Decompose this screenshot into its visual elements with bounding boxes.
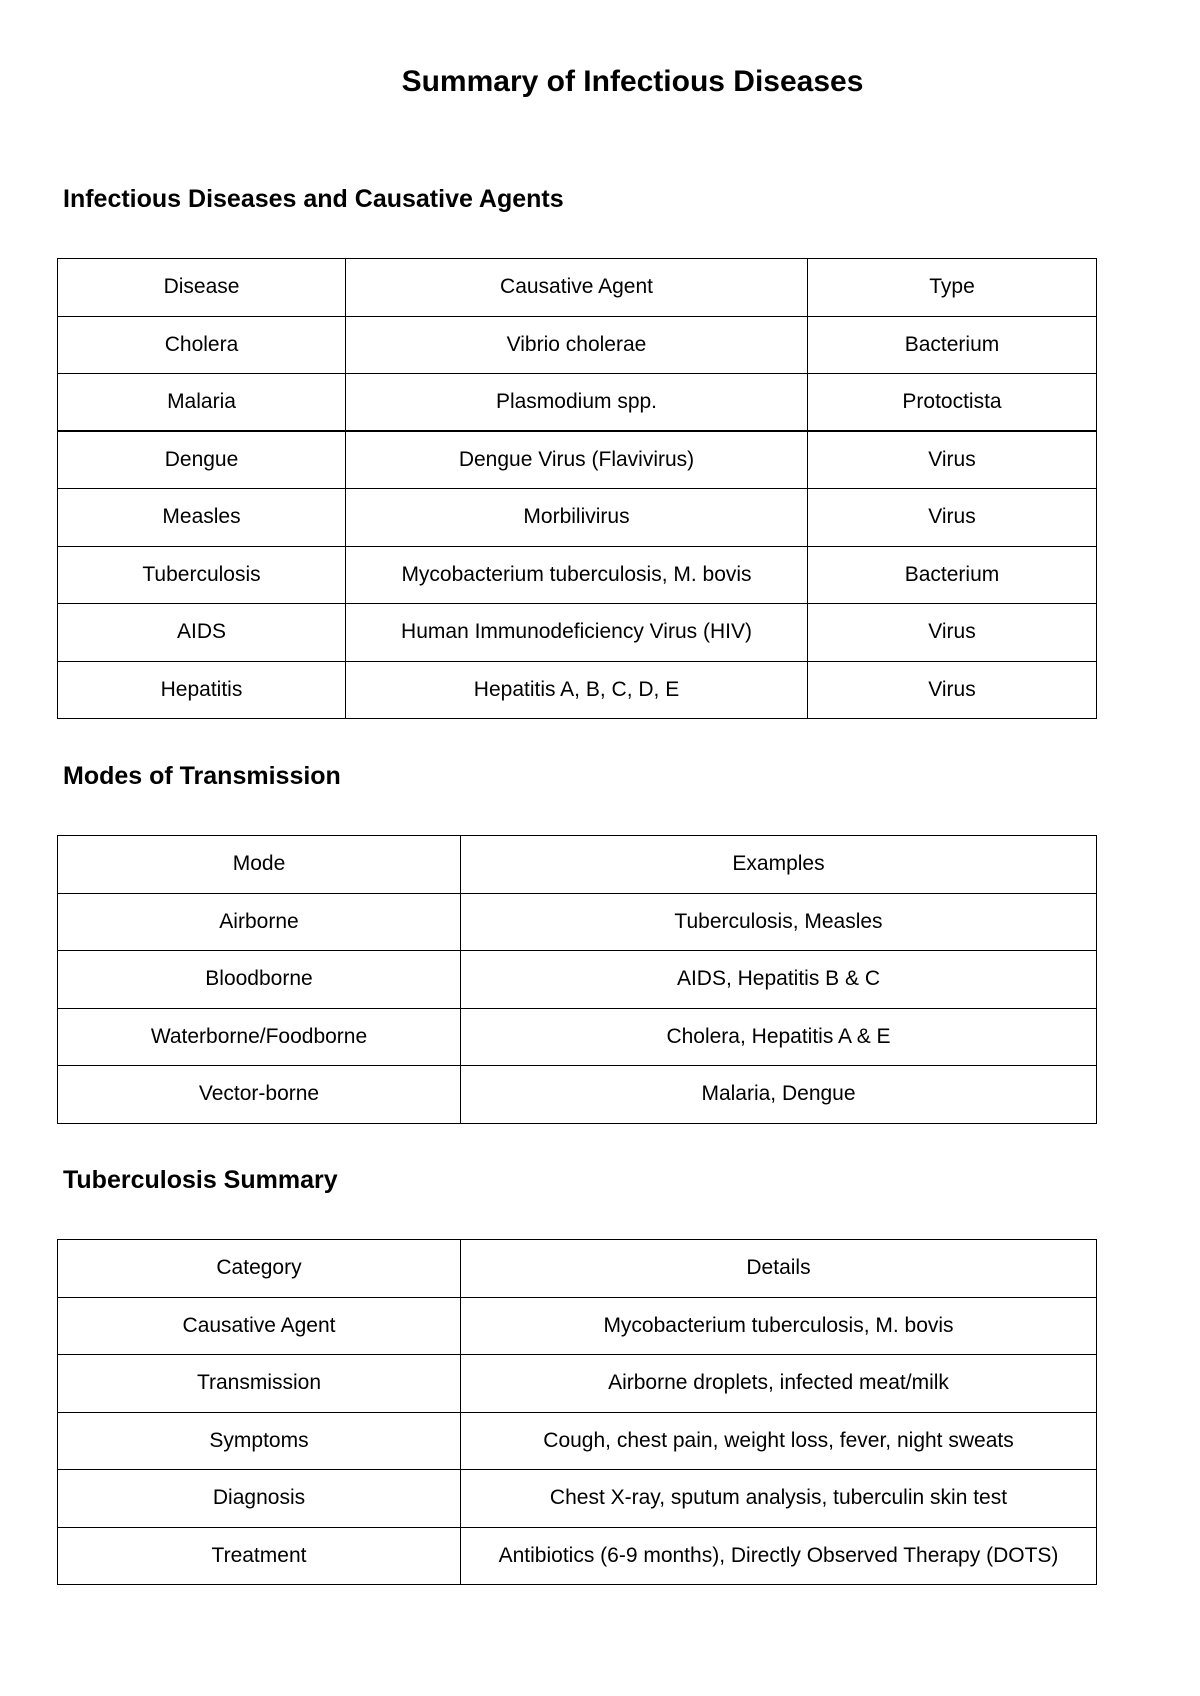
type-cell: Bacterium [808, 546, 1097, 604]
table-header-row [58, 836, 1097, 894]
causative-agent-cell: Mycobacterium tuberculosis, M. bovis [346, 546, 808, 604]
header-cell-category: Category [58, 1240, 461, 1298]
category-cell: Treatment [58, 1527, 461, 1585]
table-row [58, 604, 1097, 662]
transmission-table [57, 835, 1097, 1124]
header-cell-disease: Disease [58, 259, 346, 317]
details-cell: Cough, chest pain, weight loss, fever, night sweats [461, 1412, 1097, 1470]
table-row [58, 1470, 1097, 1528]
disease-cell: AIDS [58, 604, 346, 662]
causative-agent-cell: Dengue Virus (Flavivirus) [346, 431, 808, 489]
header-cell-type: Type [808, 259, 1097, 317]
examples-cell: Malaria, Dengue [461, 1066, 1097, 1124]
causative-agent-cell: Plasmodium spp. [346, 374, 808, 432]
table-row [58, 431, 1097, 489]
details-cell: Antibiotics (6-9 months), Directly Observed Therapy (DOTS) [461, 1527, 1097, 1585]
table-row [58, 1008, 1097, 1066]
category-cell: Diagnosis [58, 1470, 461, 1528]
table-row [58, 951, 1097, 1009]
document-title: Summary of Infectious Diseases [401, 65, 864, 98]
table-row [58, 1297, 1097, 1355]
mode-cell: Bloodborne [58, 951, 461, 1009]
mode-cell: Vector-borne [58, 1066, 461, 1124]
table-row [58, 1066, 1097, 1124]
type-cell: Bacterium [808, 316, 1097, 374]
transmission-section-heading: Modes of Transmission [63, 762, 341, 790]
type-cell: Protoctista [808, 374, 1097, 432]
examples-cell: Cholera, Hepatitis A & E [461, 1008, 1097, 1066]
disease-cell: Dengue [58, 431, 346, 489]
causative-agent-cell: Human Immunodeficiency Virus (HIV) [346, 604, 808, 662]
type-cell: Virus [808, 661, 1097, 719]
table-row [58, 1412, 1097, 1470]
header-cell-mode: Mode [58, 836, 461, 894]
table-row [58, 489, 1097, 547]
disease-cell: Tuberculosis [58, 546, 346, 604]
details-cell: Airborne droplets, infected meat/milk [461, 1355, 1097, 1413]
type-cell: Virus [808, 431, 1097, 489]
causative-agent-cell: Hepatitis A, B, C, D, E [346, 661, 808, 719]
table-row [58, 374, 1097, 432]
header-cell-causative-agent: Causative Agent [346, 259, 808, 317]
disease-cell: Malaria [58, 374, 346, 432]
disease-cell: Cholera [58, 316, 346, 374]
tb-summary-table [57, 1239, 1097, 1585]
table-row [58, 546, 1097, 604]
table-header-row [58, 259, 1097, 317]
mode-cell: Airborne [58, 893, 461, 951]
details-cell: Chest X-ray, sputum analysis, tuberculin skin test [461, 1470, 1097, 1528]
disease-cell: Hepatitis [58, 661, 346, 719]
table-row [58, 893, 1097, 951]
causative-agent-cell: Morbilivirus [346, 489, 808, 547]
category-cell: Transmission [58, 1355, 461, 1413]
header-cell-examples: Examples [461, 836, 1097, 894]
disease-cell: Measles [58, 489, 346, 547]
table-header-row [58, 1240, 1097, 1298]
table-row [58, 1355, 1097, 1413]
tb-section-heading: Tuberculosis Summary [63, 1166, 338, 1194]
header-cell-details: Details [461, 1240, 1097, 1298]
type-cell: Virus [808, 489, 1097, 547]
table-row [58, 1527, 1097, 1585]
details-cell: Mycobacterium tuberculosis, M. bovis [461, 1297, 1097, 1355]
diseases-table [57, 258, 1097, 719]
causative-agent-cell: Vibrio cholerae [346, 316, 808, 374]
category-cell: Causative Agent [58, 1297, 461, 1355]
examples-cell: Tuberculosis, Measles [461, 893, 1097, 951]
table-row [58, 661, 1097, 719]
table-row [58, 316, 1097, 374]
examples-cell: AIDS, Hepatitis B & C [461, 951, 1097, 1009]
category-cell: Symptoms [58, 1412, 461, 1470]
mode-cell: Waterborne/Foodborne [58, 1008, 461, 1066]
type-cell: Virus [808, 604, 1097, 662]
diseases-section-heading: Infectious Diseases and Causative Agents [63, 185, 564, 213]
